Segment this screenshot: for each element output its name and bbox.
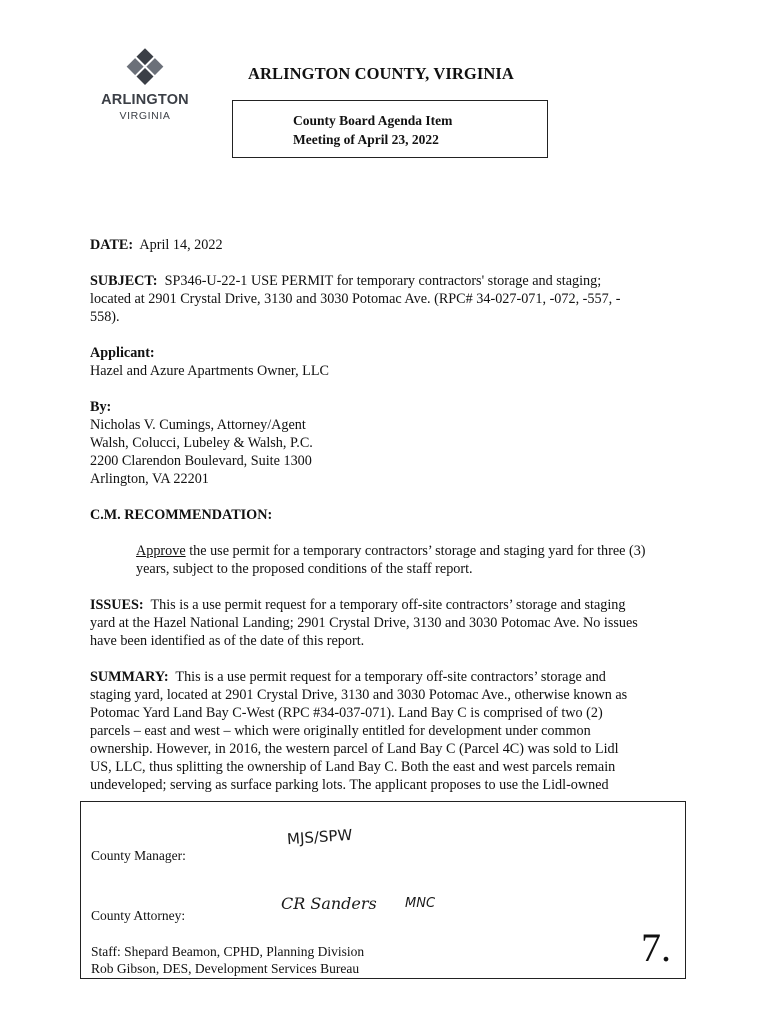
signature-box [80, 801, 686, 979]
applicant-name: Hazel and Azure Apartments Owner, LLC [90, 363, 329, 379]
county-manager-label: County Manager: [91, 848, 186, 863]
summary-line-7: undeveloped; serving as surface parking lots. The applicant proposes to use the Lidl-owned [90, 777, 609, 793]
agenda-item-label: County Board Agenda Item [293, 113, 453, 128]
logo-wordmark: ARLINGTON [101, 92, 189, 108]
approve-text: Approve [136, 543, 186, 559]
date-label: DATE: [90, 237, 134, 253]
summary-line-6: US, LLC, thus splitting the ownership of Land Bay C. Both the east and west parcels remain [90, 759, 616, 775]
date-value: April 14, 2022 [139, 237, 223, 253]
subject-label: SUBJECT: [90, 273, 158, 289]
subject-text-1: SP346-U-22-1 USE PERMIT for temporary contractors' storage and staging; [164, 273, 602, 289]
agent-city: Arlington, VA 22201 [90, 471, 209, 487]
recommendation-line-2: years, subject to the proposed conditions of the staff report. [136, 561, 473, 577]
by-label: By: [90, 399, 112, 415]
issues-label: ISSUES: [90, 597, 144, 613]
agenda-item-box [232, 100, 548, 158]
staff-line-1: Staff: Shepard Beamon, CPHD, Planning Division [91, 944, 365, 959]
logo-subtitle: VIRGINIA [119, 110, 171, 122]
summary-line-2: staging yard, located at 2901 Crystal Drive, 3130 and 3030 Potomac Ave., otherwise known as [90, 687, 628, 703]
agent-firm: Walsh, Colucci, Lubeley & Walsh, P.C. [90, 435, 313, 451]
issues-line-3: have been identified as of the date of this report. [90, 633, 365, 649]
issues-line-2: yard at the Hazel National Landing; 2901 Crystal Drive, 3130 and 3030 Potomac Ave. No issues [90, 615, 638, 631]
applicant-label: Applicant: [90, 345, 155, 361]
date-line [90, 236, 223, 254]
summary-line-4: parcels – east and west – which were originally entitled for development under common [90, 723, 591, 739]
subject-line-2: located at 2901 Crystal Drive, 3130 and 3030 Potomac Ave. (RPC# 34-027-071, -072, -557, - [90, 291, 621, 307]
subject-line-1 [90, 272, 601, 290]
subject-line-3: 558). [90, 309, 120, 325]
summary-line-1 [90, 668, 606, 686]
recommendation-text-1: the use permit for a temporary contractors’ storage and staging yard for three (3) [185, 543, 646, 559]
summary-line-5: ownership. However, in 2016, the western parcel of Land Bay C (Parcel 4C) was sold to Lidl [90, 741, 619, 757]
summary-line-3: Potomac Yard Land Bay C-West (RPC #34-037-071). Land Bay C is comprised of two (2) [90, 705, 603, 721]
agent-name: Nicholas V. Cumings, Attorney/Agent [90, 417, 306, 433]
county-manager-initials: MJS/SPW [286, 825, 353, 849]
county-title: ARLINGTON COUNTY, VIRGINIA [248, 64, 514, 83]
recommendation-line-1 [136, 542, 646, 560]
staff-line-2: Rob Gibson, DES, Development Services Bureau [91, 961, 360, 976]
county-attorney-initials: MNC [405, 896, 436, 911]
issues-text-1: This is a use permit request for a temporary off-site contractors’ storage and staging [150, 597, 626, 613]
issues-line-1 [90, 596, 625, 614]
recommendation-label: C.M. RECOMMENDATION: [90, 507, 273, 523]
summary-text-1: This is a use permit request for a temporary off-site contractors’ storage and [175, 669, 606, 685]
arlington-logo [90, 48, 200, 128]
meeting-date: Meeting of April 23, 2022 [293, 132, 439, 147]
county-attorney-label: County Attorney: [91, 908, 186, 923]
agent-address: 2200 Clarendon Boulevard, Suite 1300 [90, 453, 312, 469]
summary-label: SUMMARY: [90, 669, 169, 685]
agenda-item-number: 7. [641, 925, 671, 970]
county-attorney-signature: CR Sanders [281, 894, 377, 913]
arlington-diamond-icon [123, 48, 167, 88]
